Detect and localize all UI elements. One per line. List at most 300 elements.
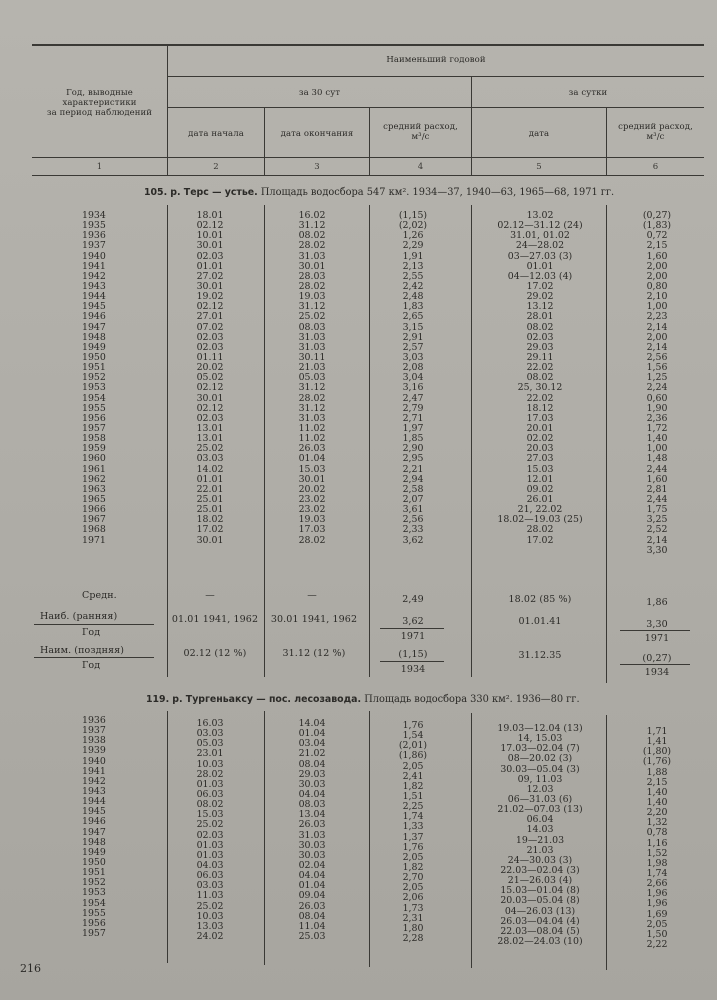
s2-avg-flow-30-cell: 1,82 — [402, 861, 424, 873]
s1-start-dates-cell: 02.03 — [196, 341, 224, 353]
s1-min-avg30: (1,15) — [398, 649, 428, 660]
header-year-line3: за период наблюдений — [46, 108, 153, 118]
s1-years-cell: 1952 — [82, 372, 106, 384]
s1-end-dates-cell: 31.12 — [298, 382, 326, 394]
s2-avg-flow-30-cell: 1,76 — [402, 720, 424, 731]
s2-dates-cell: 28.02—24.03 (10) — [497, 935, 583, 947]
header-rule-group — [168, 76, 704, 77]
s1-start-dates-cell: 18.02 — [196, 514, 224, 526]
s2-avg-flow-day-cell: 1,69 — [646, 908, 668, 920]
s2-avg-flow-day-cell: 1,41 — [646, 736, 668, 748]
s1-end-dates-cell: 08.03 — [298, 321, 326, 333]
s1-avg-flow-30 — [378, 211, 448, 546]
s1-dates-cell: 01.01 — [526, 260, 554, 272]
s2-years-cell: 1936 — [82, 715, 106, 726]
s1-avg-flow-30-cell: 2,65 — [402, 311, 424, 323]
s1-end-dates-cell: 15.03 — [298, 463, 326, 475]
s2-avg-flow-30-cell: 1,74 — [402, 811, 424, 823]
s1-avg-flow-day-cell: 2,14 — [646, 534, 668, 546]
s1-years-cell: 1945 — [82, 301, 106, 313]
s1-dates-cell: 20.03 — [526, 443, 554, 455]
s2-avg-flow-30-cell: (2,01) — [398, 740, 428, 752]
s1-end-dates-cell: 20.02 — [298, 483, 326, 495]
s1-end-dates-cell: 17.03 — [298, 524, 326, 536]
s1-start-dates-cell: 30.01 — [196, 280, 224, 292]
s2-dates-cell: 06.04 — [526, 814, 554, 826]
s2-start-dates-cell: 23.01 — [196, 748, 224, 760]
s1-min-year-label: Год — [82, 660, 101, 671]
s2-dates-cell: 22.03—02.04 (3) — [500, 864, 580, 876]
header-sub-day: за сутки — [568, 88, 608, 98]
s1-years-cell: 1960 — [82, 453, 106, 465]
s2-years-cell: 1948 — [82, 836, 106, 848]
s2-end-dates-cell: 21.02 — [298, 748, 326, 760]
col-num-2: 2 — [213, 162, 219, 172]
s1-avg-flow-30-cell: 2,56 — [402, 514, 424, 526]
s2-years — [82, 716, 142, 939]
s1-mean-label: Средн. — [82, 590, 117, 601]
s2-start-dates-cell: 16.03 — [196, 718, 224, 729]
s1-end-dates-cell: 28.02 — [298, 240, 326, 252]
s1-start-dates-cell: 25.02 — [196, 443, 224, 455]
s1-end-dates — [282, 211, 342, 546]
header-avg-flow-30-l2: м³/с — [411, 132, 430, 142]
header-group-title: Наименьший годовой — [386, 55, 486, 65]
s1-dates-cell: 02.03 — [526, 331, 554, 343]
s1-dates-cell: 29.11 — [526, 351, 554, 363]
s1-avg-flow-day-cell: 1,60 — [646, 473, 668, 485]
s1-vrule-1 — [167, 205, 168, 677]
s1-start-dates-cell: 02.12 — [196, 220, 224, 232]
s1-years-cell: 1957 — [82, 422, 106, 434]
s1-start-dates-cell: 05.02 — [196, 372, 224, 384]
s2-avg-flow-day-cell: (1,76) — [642, 756, 672, 768]
s1-vrule-4 — [471, 205, 472, 677]
s1-years-cell: 1971 — [82, 534, 106, 546]
s2-dates-cell: 24—30.03 (3) — [507, 854, 573, 866]
s2-avg-flow-day-cell: 1,74 — [646, 867, 668, 879]
s1-avg-flow-day-cell: 2,00 — [646, 260, 668, 272]
s1-dates-cell: 28.02 — [526, 524, 554, 536]
s1-start-dates-cell: 13.01 — [196, 422, 224, 434]
s1-max-avg30-rule — [380, 628, 444, 629]
s1-dates-cell: 09.02 — [526, 483, 554, 495]
s2-avg-flow-day-cell: 2,66 — [646, 878, 668, 890]
s1-avg-flow-30-cell: 2,79 — [402, 402, 424, 414]
s1-years-cell: 1955 — [82, 402, 106, 414]
s2-avg-flow-30-cell: 1,82 — [402, 780, 424, 792]
s2-dates-cell: 21—26.03 (4) — [507, 875, 573, 887]
s1-start-dates-cell: 02.12 — [196, 402, 224, 414]
s1-years-cell: 1968 — [82, 524, 106, 536]
s1-avg-flow-day-cell: 0,72 — [646, 230, 668, 242]
s1-years-cell: 1950 — [82, 351, 106, 363]
s2-end-dates-cell: 26.03 — [298, 819, 326, 831]
s2-years-cell: 1946 — [82, 816, 106, 828]
s1-start-dates-cell: 30.01 — [196, 534, 224, 546]
s1-years-cell: 1962 — [82, 473, 106, 485]
s1-years-cell: 1936 — [82, 230, 106, 242]
s1-avg-flow-day-cell: 1,48 — [646, 453, 668, 465]
s2-years-cell: 1939 — [82, 745, 106, 757]
col-num-3: 3 — [314, 162, 320, 172]
s1-end-dates-cell: 25.02 — [298, 311, 326, 323]
s1-start-dates-cell: 13.01 — [196, 433, 224, 445]
s2-start-dates-cell: 28.02 — [196, 768, 224, 780]
s1-end-dates-cell: 23.02 — [298, 504, 326, 516]
s2-vrule-5 — [606, 715, 607, 970]
s2-avg-flow-day-cell: 1,98 — [646, 857, 668, 869]
s2-end-dates-cell: 09.04 — [298, 890, 326, 902]
s1-avg-flow-day-cell: 2,00 — [646, 331, 668, 343]
header-rule-bottom — [32, 157, 704, 158]
s1-dates-cell: 17.02 — [526, 534, 554, 546]
s2-dates-cell: 30.03—05.04 (3) — [500, 763, 580, 775]
s1-dates-cell: 24—28.02 — [515, 240, 565, 252]
s1-vrule-5 — [606, 205, 607, 683]
header-top-rule — [32, 44, 704, 46]
s1-start-dates-cell: 02.03 — [196, 250, 224, 262]
s2-dates-cell: 21.03 — [526, 844, 554, 856]
s1-min-rule — [34, 657, 154, 658]
s1-years-cell: 1935 — [82, 220, 106, 232]
col-num-6: 6 — [652, 162, 659, 172]
s1-avg-flow-30-cell: 2,90 — [402, 443, 424, 455]
s2-dates-cell: 15.03—01.04 (8) — [500, 885, 580, 897]
col-num-4: 4 — [417, 162, 424, 172]
header-date: дата — [528, 129, 550, 139]
s2-avg-flow-day-cell: 1,40 — [646, 796, 668, 808]
s1-dates-cell: 12.01 — [526, 473, 554, 485]
header-year-line2: характеристики — [62, 98, 137, 108]
s1-years-cell: 1961 — [82, 463, 106, 475]
s2-start-dates-cell: 15.03 — [196, 809, 224, 821]
s2-dates-cell: 22.03—08.04 (5) — [500, 925, 580, 937]
s2-dates-cell: 21.02—07.03 (13) — [497, 804, 583, 816]
s2-avg-flow-30-cell: 2,05 — [402, 760, 424, 772]
s1-end-dates-cell: 19.03 — [298, 514, 326, 526]
s1-years-cell: 1967 — [82, 514, 106, 526]
s1-avg-flow-30-cell: 2,08 — [402, 362, 424, 374]
s1-avg-flow-30-cell: 2,58 — [402, 483, 424, 495]
s1-start-dates-cell: 27.01 — [196, 311, 224, 323]
header-avg-flow-day-l2: м³/с — [646, 132, 665, 142]
s2-avg-flow-day-cell: 1,88 — [646, 766, 668, 778]
section-105-details: Площадь водосбора 547 км². 1934—37, 1940—63, 1965—68, 1971 гг. — [260, 187, 615, 198]
s2-end-dates-cell: 26.03 — [298, 900, 326, 912]
s1-start-dates-cell: 19.02 — [196, 291, 224, 303]
s1-max-end: 30.01 1941, 1962 — [270, 614, 358, 625]
s2-end-dates-cell: 01.04 — [298, 728, 326, 740]
s1-max-year30: 1971 — [400, 631, 426, 642]
s1-start-dates-cell: 30.01 — [196, 392, 224, 404]
s2-end-dates-cell: 14.04 — [298, 718, 326, 729]
s1-min-date: 31.12.35 — [518, 650, 562, 661]
section-105-number: 105. — [144, 187, 168, 198]
s2-start-dates-cell: 08.02 — [196, 799, 224, 811]
s1-min-day-rule — [620, 664, 690, 665]
s2-end-dates-cell: 29.03 — [298, 768, 326, 780]
s1-avg-flow-30-cell: (1,15) — [398, 210, 428, 221]
s1-end-dates-cell: 11.02 — [298, 433, 326, 445]
s1-mean-avg30: 2,49 — [402, 594, 424, 605]
s1-start-dates-cell: 02.03 — [196, 412, 224, 424]
s2-dates-cell: 17.03—02.04 (7) — [500, 743, 580, 755]
s1-avg-flow-day-cell: (0,27) — [642, 210, 672, 221]
s2-avg-flow-30 — [378, 721, 448, 944]
s1-avg-flow-30-cell: (2,02) — [398, 220, 428, 232]
s2-years-cell: 1937 — [82, 725, 106, 737]
s2-avg-flow-30-cell: 2,70 — [402, 872, 424, 884]
s1-avg-flow-30-cell: 3,04 — [402, 372, 424, 384]
s1-start-dates-cell: 07.02 — [196, 321, 224, 333]
s2-avg-flow-30-cell: 1,54 — [402, 730, 424, 742]
s2-dates-cell: 19.03—12.04 (13) — [497, 723, 583, 734]
s2-start-dates-cell: 06.03 — [196, 870, 224, 882]
s1-min-day: (0,27) — [642, 653, 672, 664]
s2-dates-cell: 09, 11.03 — [517, 773, 563, 785]
s2-start-dates-cell: 13.03 — [196, 920, 224, 932]
s2-start-dates — [180, 719, 240, 942]
s2-vrule-3 — [369, 711, 370, 967]
s1-avg-flow-day-cell: 2,81 — [646, 483, 668, 495]
s2-avg-flow-30-cell: 1,76 — [402, 841, 424, 853]
s1-avg-flow-day-cell: 2,44 — [646, 463, 668, 475]
s1-max-rule — [34, 624, 154, 625]
s1-avg-flow-30-cell: 2,47 — [402, 392, 424, 404]
s1-dates-cell: 18.02—19.03 (25) — [497, 514, 583, 526]
s1-avg-flow-30-cell: 2,33 — [402, 524, 424, 536]
s1-end-dates-cell: 21.03 — [298, 362, 326, 374]
s1-dates-cell: 22.02 — [526, 362, 554, 374]
s1-avg-flow-day-cell: 2,23 — [646, 311, 668, 323]
s2-end-dates-cell: 30.03 — [298, 849, 326, 861]
s1-avg-flow-30-cell: 2,29 — [402, 240, 424, 252]
header-avg-flow-day-l1: средний расход, — [618, 122, 693, 132]
s1-dates-cell: 27.03 — [526, 453, 554, 465]
s2-start-dates-cell: 01.03 — [196, 839, 224, 851]
s1-dates-cell: 13.02 — [526, 210, 554, 221]
s1-mean-end: — — [307, 590, 317, 601]
header-avg-flow-30-l1: средний расход, — [383, 122, 458, 132]
s1-dates-cell: 15.03 — [526, 463, 554, 475]
s2-start-dates-cell: 24.02 — [196, 930, 224, 942]
s1-years-cell: 1934 — [82, 210, 106, 221]
s1-avg-flow-day-cell: 1,40 — [646, 433, 668, 445]
s2-years-cell: 1954 — [82, 897, 106, 909]
s1-dates-cell: 20.01 — [526, 422, 554, 434]
header-rule-sub — [168, 107, 704, 108]
s1-avg-flow-day-cell: 1,25 — [646, 372, 668, 384]
s1-vrule-3 — [369, 205, 370, 677]
s2-years-cell: 1952 — [82, 877, 106, 889]
s2-years-cell: 1943 — [82, 785, 106, 797]
header-year-line1: Год, выводные — [66, 88, 133, 98]
page-number: 216 — [20, 962, 41, 975]
s1-dates-cell: 31.01, 01.02 — [510, 230, 570, 242]
s1-max-start: 01.01 1941, 1962 — [171, 614, 259, 625]
s1-avg-flow-30-cell: 2,71 — [402, 412, 424, 424]
section-105-river: р. Терс — устье. — [170, 187, 258, 198]
s1-end-dates-cell: 05.03 — [298, 372, 326, 384]
s1-avg-flow-30-cell: 2,95 — [402, 453, 424, 465]
s1-end-dates-cell: 08.02 — [298, 230, 326, 242]
header-end-date: дата окончания — [280, 129, 354, 139]
s1-dates-cell: 17.02 — [526, 280, 554, 292]
s2-avg-flow-30-cell: 2,05 — [402, 882, 424, 894]
s2-avg-flow-day-cell: 1,96 — [646, 898, 668, 910]
s2-avg-flow-day-cell: 1,40 — [646, 786, 668, 798]
s2-avg-flow-30-cell: 1,33 — [402, 821, 424, 833]
s2-avg-flow-day-cell: 1,50 — [646, 928, 668, 940]
col-num-1: 1 — [96, 162, 103, 172]
s1-start-dates-cell: 20.02 — [196, 362, 224, 374]
s2-avg-flow-day-cell: 1,32 — [646, 817, 668, 829]
section-119-number: 119. — [146, 694, 170, 705]
s1-avg-flow-day — [622, 211, 692, 556]
s1-dates-cell: 04—12.03 (4) — [507, 270, 573, 282]
s1-end-dates-cell: 26.03 — [298, 443, 326, 455]
s2-vrule-4 — [471, 713, 472, 968]
s2-start-dates-cell: 01.03 — [196, 849, 224, 861]
s1-avg-flow-day-cell: 3,30 — [646, 544, 668, 556]
s1-years-cell: 1949 — [82, 341, 106, 353]
s1-avg-flow-day-cell: 2,24 — [646, 382, 668, 394]
s1-dates-cell: 13.12 — [526, 301, 554, 313]
s2-start-dates-cell: 25.02 — [196, 819, 224, 831]
s2-end-dates-cell: 03.04 — [298, 738, 326, 750]
s2-dates-cell: 06—31.03 (6) — [507, 793, 573, 805]
s2-dates-cell: 19—21.03 — [515, 834, 565, 846]
s2-years-cell: 1944 — [82, 796, 106, 808]
s2-avg-flow-30-cell: 2,28 — [402, 932, 424, 944]
s1-avg-flow-day-cell: 1,90 — [646, 402, 668, 414]
s1-years-cell: 1956 — [82, 412, 106, 424]
s1-avg-flow-day-cell: 2,36 — [646, 412, 668, 424]
s1-avg-flow-30-cell: 2,48 — [402, 291, 424, 303]
s1-end-dates-cell: 30.01 — [298, 473, 326, 485]
s1-years-cell: 1944 — [82, 291, 106, 303]
s1-dates-cell: 25, 30.12 — [517, 382, 563, 394]
s2-end-dates-cell: 02.04 — [298, 859, 326, 871]
s1-dates-cell: 02.12—31.12 (24) — [497, 220, 583, 232]
s1-min-year30: 1934 — [400, 664, 426, 675]
s2-start-dates-cell: 02.03 — [196, 829, 224, 841]
s2-years-cell: 1949 — [82, 846, 106, 858]
s1-years-cell: 1953 — [82, 382, 106, 394]
s2-start-dates-cell: 06.03 — [196, 788, 224, 800]
s1-avg-flow-30-cell: 1,97 — [402, 422, 424, 434]
s1-vrule-2 — [264, 205, 265, 677]
s1-end-dates-cell: 28.03 — [298, 270, 326, 282]
s1-end-dates-cell: 31.03 — [298, 331, 326, 343]
s2-end-dates-cell: 01.04 — [298, 880, 326, 892]
s2-avg-flow-day-cell: 1,96 — [646, 888, 668, 900]
s2-dates-cell: 14, 15.03 — [517, 733, 563, 745]
s2-avg-flow-30-cell: 2,25 — [402, 801, 424, 813]
s1-mean-start: — — [205, 590, 215, 601]
s1-avg-flow-day-cell: 1,00 — [646, 301, 668, 313]
s1-dates — [470, 211, 610, 546]
s2-years-cell: 1947 — [82, 826, 106, 838]
s1-avg-flow-30-cell: 1,26 — [402, 230, 424, 242]
s1-years-cell: 1947 — [82, 321, 106, 333]
s1-avg-flow-day-cell: 1,75 — [646, 504, 668, 516]
s1-avg-flow-day-cell: 2,10 — [646, 291, 668, 303]
s2-years-cell: 1940 — [82, 755, 106, 767]
s2-avg-flow-30-cell: (1,86) — [398, 750, 428, 762]
s1-avg-flow-30-cell: 2,57 — [402, 341, 424, 353]
s1-dates-cell: 29.03 — [526, 341, 554, 353]
s2-avg-flow-day-cell: 2,22 — [646, 938, 668, 950]
s1-start-dates-cell: 01.11 — [196, 351, 224, 363]
col-num-5: 5 — [536, 162, 542, 172]
s2-years-cell: 1950 — [82, 856, 106, 868]
s1-dates-cell: 02.02 — [526, 433, 554, 445]
s1-years-cell: 1942 — [82, 270, 106, 282]
s2-avg-flow-day-cell: 1,52 — [646, 847, 668, 859]
s2-years-cell: 1945 — [82, 806, 106, 818]
s1-avg-flow-day-cell: 0,80 — [646, 280, 668, 292]
s2-avg-flow-30-cell: 1,80 — [402, 922, 424, 934]
s1-dates-cell: 26.01 — [526, 493, 554, 505]
s2-end-dates-cell: 08.03 — [298, 799, 326, 811]
s2-avg-flow-day-cell: 2,05 — [646, 918, 668, 930]
s1-avg-flow-30-cell: 2,13 — [402, 260, 424, 272]
s2-years-cell: 1941 — [82, 765, 106, 777]
s1-end-dates-cell: 28.02 — [298, 280, 326, 292]
section-119-details: Площадь водосбора 330 км². 1936—80 гг. — [364, 694, 580, 705]
s1-end-dates-cell: 23.02 — [298, 493, 326, 505]
s1-avg-flow-30-cell: 3,16 — [402, 382, 424, 394]
s2-years-cell: 1955 — [82, 907, 106, 919]
s1-avg-flow-day-cell: 2,14 — [646, 321, 668, 333]
s2-start-dates-cell: 05.03 — [196, 738, 224, 750]
s2-avg-flow-30-cell: 1,51 — [402, 790, 424, 802]
s1-avg-flow-day-cell: 1,72 — [646, 422, 668, 434]
s1-end-dates-cell: 28.02 — [298, 534, 326, 546]
s1-avg-flow-30-cell: 2,91 — [402, 331, 424, 343]
s1-end-dates-cell: 31.12 — [298, 301, 326, 313]
s1-avg-flow-30-cell: 1,83 — [402, 301, 424, 313]
s1-max-day-rule — [620, 630, 690, 631]
s1-end-dates-cell: 31.03 — [298, 412, 326, 424]
s2-end-dates-cell: 08.04 — [298, 758, 326, 770]
s1-avg-flow-30-cell: 3,03 — [402, 351, 424, 363]
s1-avg-flow-day-cell: (1,83) — [642, 220, 672, 232]
s2-start-dates-cell: 01.03 — [196, 778, 224, 790]
s1-avg-flow-day-cell: 1,00 — [646, 443, 668, 455]
s1-end-dates-cell: 30.01 — [298, 260, 326, 272]
s2-avg-flow-day — [622, 727, 692, 950]
s1-end-dates-cell: 30.11 — [298, 351, 326, 363]
s1-dates-cell: 03—27.03 (3) — [507, 250, 573, 262]
s2-years-cell: 1942 — [82, 775, 106, 787]
s2-end-dates-cell: 25.03 — [298, 930, 326, 942]
s2-start-dates-cell: 25.02 — [196, 900, 224, 912]
s2-avg-flow-day-cell: 0,78 — [646, 827, 668, 839]
s1-start-dates-cell: 02.12 — [196, 382, 224, 394]
s2-years-cell: 1956 — [82, 917, 106, 929]
s2-avg-flow-day-cell: 2,15 — [646, 776, 668, 788]
s1-dates-cell: 29.02 — [526, 291, 554, 303]
s1-start-dates-cell: 14.02 — [196, 463, 224, 475]
s2-years-cell: 1957 — [82, 927, 106, 939]
s1-avg-flow-day-cell: 2,52 — [646, 524, 668, 536]
s1-start-dates-cell: 30.01 — [196, 240, 224, 252]
section-119-title — [146, 694, 580, 705]
s1-avg-flow-30-cell: 2,07 — [402, 493, 424, 505]
